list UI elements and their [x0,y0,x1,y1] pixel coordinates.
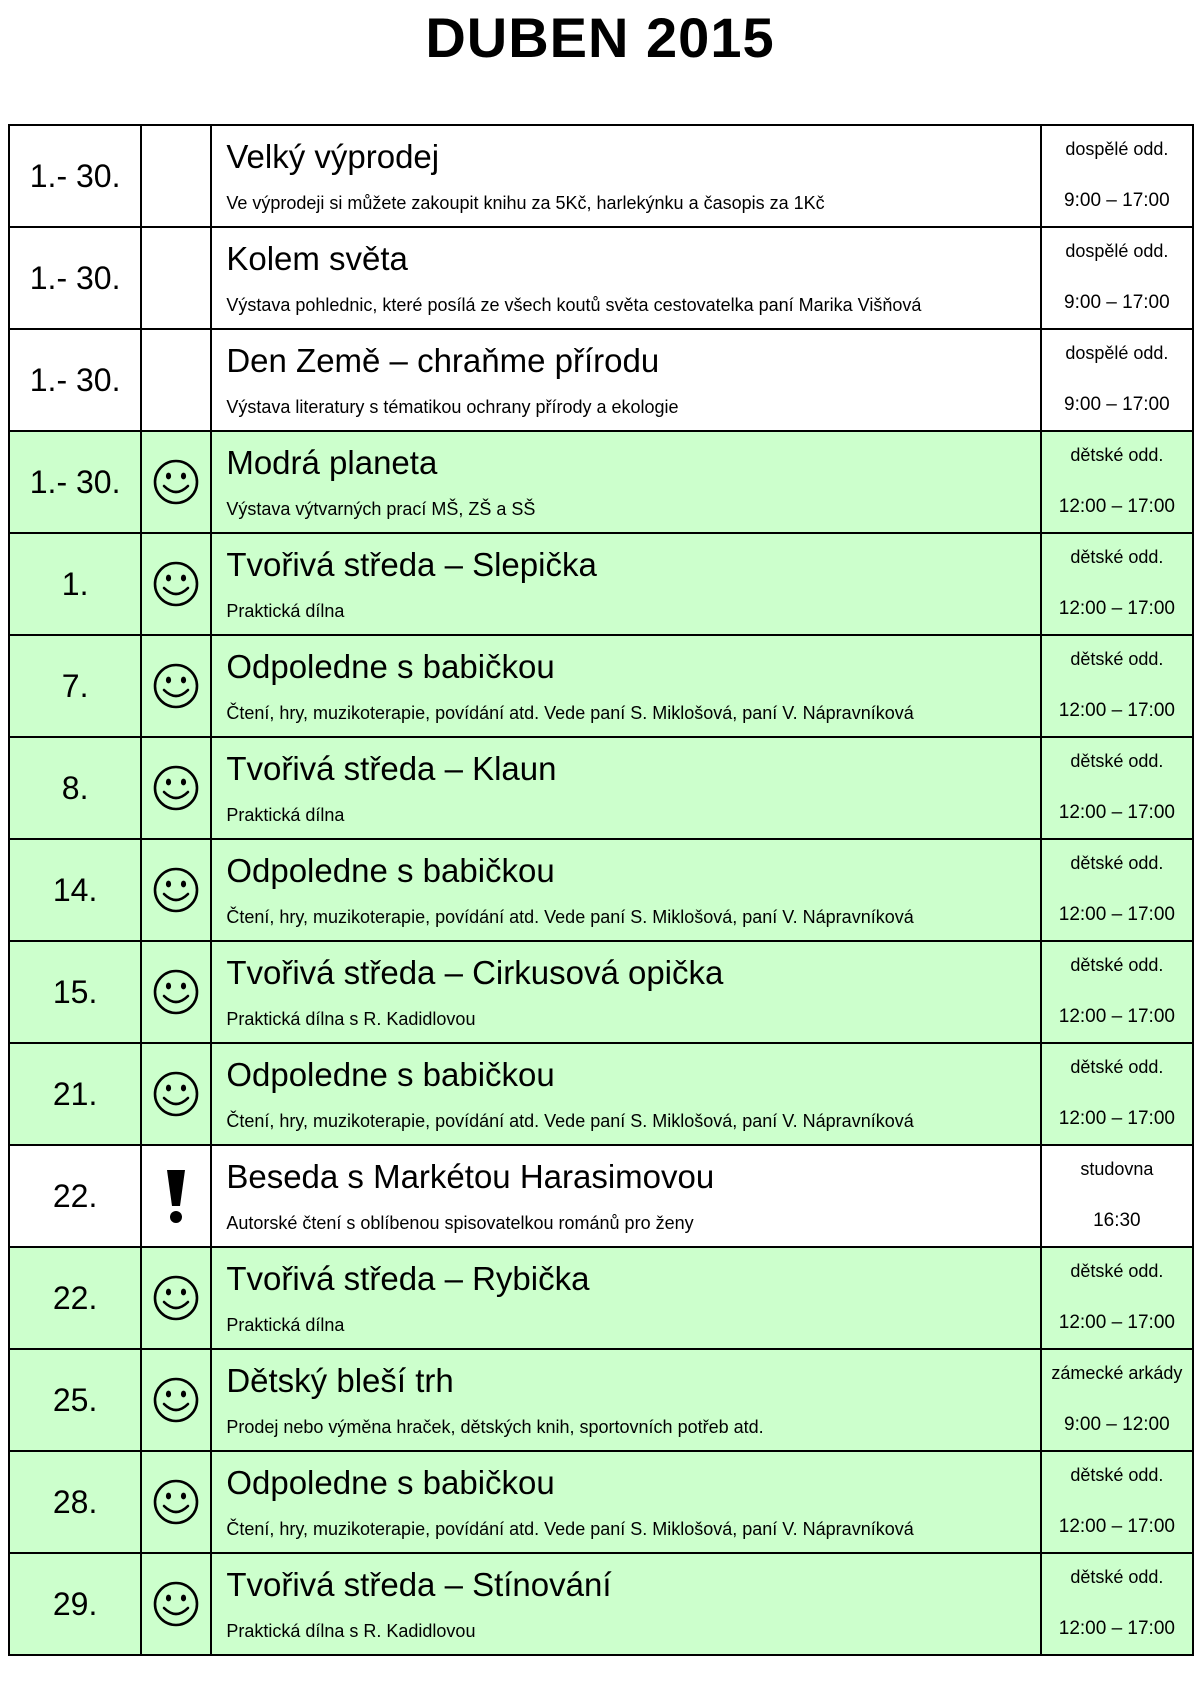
event-place: dospělé odd. [1065,139,1169,159]
event-row [9,1247,1193,1349]
event-details [211,1043,1040,1145]
event-details [211,1247,1040,1349]
event-title: Odpoledne s babičkou [226,1056,555,1093]
event-description: Praktická dílna [226,601,345,621]
event-row [9,533,1193,635]
event-location [1041,329,1193,431]
event-icon-cell [141,839,211,941]
event-description: Praktická dílna [226,1315,345,1335]
event-row [9,737,1193,839]
event-location [1041,533,1193,635]
event-time: 12:00 – 17:00 [1058,1108,1175,1129]
event-title: Dětský bleší trh [226,1362,454,1399]
event-date: 1.- 30. [9,125,141,227]
smiley-icon [142,967,210,1017]
event-description: Čtení, hry, muzikoterapie, povídání atd. Vede paní S. Miklošová, paní V. Nápravníková [226,703,914,723]
event-place: dětské odd. [1070,1465,1164,1485]
event-icon-cell [141,1145,211,1247]
event-title: Tvořivá středa – Stínování [226,1566,612,1603]
event-place: dospělé odd. [1065,343,1169,363]
page-title: DUBEN 2015 [425,6,775,69]
event-icon-cell [141,1247,211,1349]
event-row [9,227,1193,329]
event-title: Tvořivá středa – Klaun [226,750,557,787]
smiley-icon [142,1375,210,1425]
event-time: 12:00 – 17:00 [1058,1618,1175,1639]
event-title: Tvořivá středa – Slepička [226,546,597,583]
event-time: 12:00 – 17:00 [1058,1516,1175,1537]
event-time: 12:00 – 17:00 [1058,598,1175,619]
event-icon-cell [141,1451,211,1553]
event-date: 21. [9,1043,141,1145]
smiley-icon [142,661,210,711]
event-location [1041,125,1193,227]
event-date: 28. [9,1451,141,1553]
smiley-icon [142,1477,210,1527]
event-row [9,635,1193,737]
event-icon-cell [141,533,211,635]
event-date: 22. [9,1145,141,1247]
event-details [211,533,1040,635]
event-row [9,329,1193,431]
event-location [1041,1043,1193,1145]
event-icon-cell [141,227,211,329]
event-details [211,1145,1040,1247]
event-icon-cell [141,329,211,431]
event-details [211,635,1040,737]
event-row [9,1349,1193,1451]
event-row [9,1043,1193,1145]
event-time: 12:00 – 17:00 [1058,496,1175,517]
event-date: 1.- 30. [9,431,141,533]
event-row [9,125,1193,227]
event-title: Odpoledne s babičkou [226,648,555,685]
event-details [211,1451,1040,1553]
event-location [1041,1451,1193,1553]
event-details [211,941,1040,1043]
event-description: Čtení, hry, muzikoterapie, povídání atd. Vede paní S. Miklošová, paní V. Nápravníková [226,1111,914,1131]
event-date: 22. [9,1247,141,1349]
event-location [1041,431,1193,533]
event-details [211,1349,1040,1451]
event-schedule-table [8,124,1194,1656]
event-icon-cell [141,1043,211,1145]
event-details [211,431,1040,533]
event-details [211,227,1040,329]
event-title: Velký výprodej [226,138,440,175]
event-title: Tvořivá středa – Rybička [226,1260,590,1297]
event-title: Modrá planeta [226,444,438,481]
event-description: Prodej nebo výměna hraček, dětských knih, sportovních potřeb atd. [226,1417,764,1437]
event-place: dětské odd. [1070,1057,1164,1077]
event-time: 12:00 – 17:00 [1058,904,1175,925]
smiley-icon [142,457,210,507]
event-icon-cell [141,431,211,533]
event-location [1041,635,1193,737]
event-location [1041,1247,1193,1349]
event-icon-cell [141,1349,211,1451]
event-time: 12:00 – 17:00 [1058,1006,1175,1027]
event-location [1041,1145,1193,1247]
event-place: dětské odd. [1070,649,1164,669]
event-details [211,125,1040,227]
event-icon-cell [141,635,211,737]
event-time: 9:00 – 17:00 [1064,190,1170,211]
event-details [211,737,1040,839]
event-date: 1.- 30. [9,329,141,431]
event-location [1041,941,1193,1043]
event-place: dětské odd. [1070,445,1164,465]
event-location [1041,227,1193,329]
event-time: 9:00 – 17:00 [1064,292,1170,313]
event-place: dětské odd. [1070,1567,1164,1587]
smiley-icon [142,559,210,609]
event-description: Autorské čtení s oblíbenou spisovatelkou románů pro ženy [226,1213,694,1233]
event-schedule-body [9,125,1193,1655]
event-title: Beseda s Markétou Harasimovou [226,1158,715,1195]
event-date: 7. [9,635,141,737]
event-title: Kolem světa [226,240,408,277]
event-description: Ve výprodeji si můžete zakoupit knihu za 5Kč, harlekýnku a časopis za 1Kč [226,193,825,213]
event-description: Praktická dílna s R. Kadidlovou [226,1621,476,1641]
event-icon-cell [141,125,211,227]
event-place: dětské odd. [1070,853,1164,873]
event-row [9,1451,1193,1553]
event-place: dospělé odd. [1065,241,1169,261]
exclamation-icon [142,1166,210,1226]
event-description: Výstava výtvarných prací MŠ, ZŠ a SŠ [226,499,536,519]
event-row [9,1145,1193,1247]
smiley-icon [142,865,210,915]
event-icon-cell [141,941,211,1043]
event-time: 9:00 – 17:00 [1064,394,1170,415]
smiley-icon [142,1273,210,1323]
event-description: Čtení, hry, muzikoterapie, povídání atd. Vede paní S. Miklošová, paní V. Nápravníková [226,1519,914,1539]
event-location [1041,1553,1193,1655]
event-date: 15. [9,941,141,1043]
event-title: Odpoledne s babičkou [226,1464,555,1501]
event-date: 14. [9,839,141,941]
event-place: zámecké arkády [1051,1363,1183,1383]
event-title: Tvořivá středa – Cirkusová opička [226,954,724,991]
event-place: dětské odd. [1070,1261,1164,1281]
event-details [211,329,1040,431]
smiley-icon [142,763,210,813]
event-time: 9:00 – 12:00 [1064,1414,1170,1435]
event-details [211,839,1040,941]
event-description: Čtení, hry, muzikoterapie, povídání atd. Vede paní S. Miklošová, paní V. Nápravníková [226,907,914,927]
event-place: studovna [1080,1159,1154,1179]
event-description: Výstava literatury s tématikou ochrany přírody a ekologie [226,397,679,417]
event-date: 8. [9,737,141,839]
event-place: dětské odd. [1070,547,1164,567]
event-date: 1. [9,533,141,635]
event-place: dětské odd. [1070,955,1164,975]
event-location [1041,839,1193,941]
event-icon-cell [141,737,211,839]
event-details [211,1553,1040,1655]
event-row [9,839,1193,941]
event-icon-cell [141,1553,211,1655]
smiley-icon [142,1579,210,1629]
event-description: Praktická dílna [226,805,345,825]
event-time: 12:00 – 17:00 [1058,1312,1175,1333]
event-description: Výstava pohlednic, které posílá ze všech koutů světa cestovatelka paní Marika Višňová [226,295,922,315]
event-time: 12:00 – 17:00 [1058,700,1175,721]
event-location [1041,1349,1193,1451]
event-row [9,1553,1193,1655]
smiley-icon [142,1069,210,1119]
event-date: 29. [9,1553,141,1655]
event-row [9,431,1193,533]
event-date: 1.- 30. [9,227,141,329]
event-place: dětské odd. [1070,751,1164,771]
event-description: Praktická dílna s R. Kadidlovou [226,1009,476,1029]
event-title: Den Země – chraňme přírodu [226,342,660,379]
event-time: 16:30 [1093,1210,1141,1231]
event-location [1041,737,1193,839]
event-date: 25. [9,1349,141,1451]
event-title: Odpoledne s babičkou [226,852,555,889]
event-row [9,941,1193,1043]
event-time: 12:00 – 17:00 [1058,802,1175,823]
